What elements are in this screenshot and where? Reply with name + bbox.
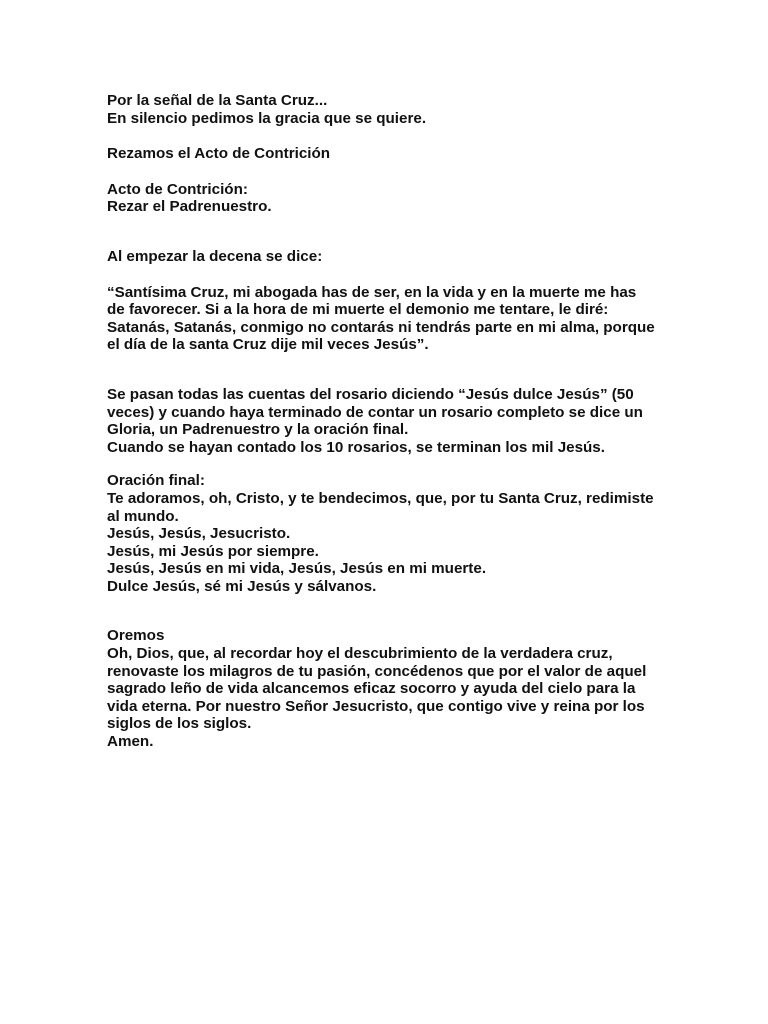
opening-paragraph <box>107 92 667 127</box>
text-line: el día de la santa Cruz dije mil veces Jesús”. <box>107 336 429 354</box>
oremos-paragraph <box>107 627 667 750</box>
text-line: veces) y cuando haya terminado de contar un rosario completo se dice un <box>107 403 643 421</box>
text-line: vida eterna. Por nuestro Señor Jesucristo, que contigo vive y reina por los <box>107 697 645 715</box>
text-line: Jesús, Jesús en mi vida, Jesús, Jesús en mi muerte. <box>107 560 487 578</box>
section-heading: Oración final: <box>107 472 205 490</box>
text-line: Jesús, Jesús, Jesucristo. <box>107 525 291 543</box>
text-line: siglos de los siglos. <box>107 715 252 733</box>
contrition-paragraph <box>107 181 667 216</box>
text-line: Rezamos el Acto de Contrición <box>107 145 331 163</box>
text-line: Te adoramos, oh, Cristo, y te bendecimos, que, por tu Santa Cruz, redimiste <box>107 489 654 507</box>
text-line: Jesús, mi Jesús por siempre. <box>107 542 319 560</box>
section-heading: Oremos <box>107 627 165 645</box>
text-line: “Santísima Cruz, mi abogada has de ser, en la vida y en la muerte me has <box>107 283 637 301</box>
contrition-intro-paragraph <box>107 145 667 163</box>
text-line: Acto de Contrición: <box>107 180 248 198</box>
text-line: En silencio pedimos la gracia que se quiere. <box>107 109 427 127</box>
text-line: Al empezar la decena se dice: <box>107 247 323 265</box>
santisima-paragraph <box>107 284 667 354</box>
instructions-paragraph <box>107 386 667 456</box>
text-line: renovaste los milagros de tu pasión, concédenos que por el valor de aquel <box>107 662 647 680</box>
text-line: Por la señal de la Santa Cruz... <box>107 92 328 109</box>
text-line: al mundo. <box>107 507 179 525</box>
decade-intro-paragraph <box>107 248 667 266</box>
final-prayer-paragraph <box>107 472 667 595</box>
text-line: Oh, Dios, que, al recordar hoy el descubrimiento de la verdadera cruz, <box>107 645 613 663</box>
text-line: Dulce Jesús, sé mi Jesús y sálvanos. <box>107 577 377 595</box>
text-line: de favorecer. Si a la hora de mi muerte el demonio me tentare, le diré: <box>107 301 609 319</box>
text-line: Amen. <box>107 733 154 751</box>
text-line: Se pasan todas las cuentas del rosario diciendo “Jesús dulce Jesús” (50 <box>107 385 634 403</box>
text-line: sagrado leño de vida alcancemos eficaz socorro y ayuda del cielo para la <box>107 680 636 698</box>
text-line: Cuando se hayan contado los 10 rosarios, se terminan los mil Jesús. <box>107 438 605 456</box>
text-line: Gloria, un Padrenuestro y la oración final. <box>107 421 409 439</box>
document-body <box>107 92 667 751</box>
text-line: Satanás, Satanás, conmigo no contarás ni tendrás parte en mi alma, porque <box>107 318 655 336</box>
text-line: Rezar el Padrenuestro. <box>107 198 272 216</box>
